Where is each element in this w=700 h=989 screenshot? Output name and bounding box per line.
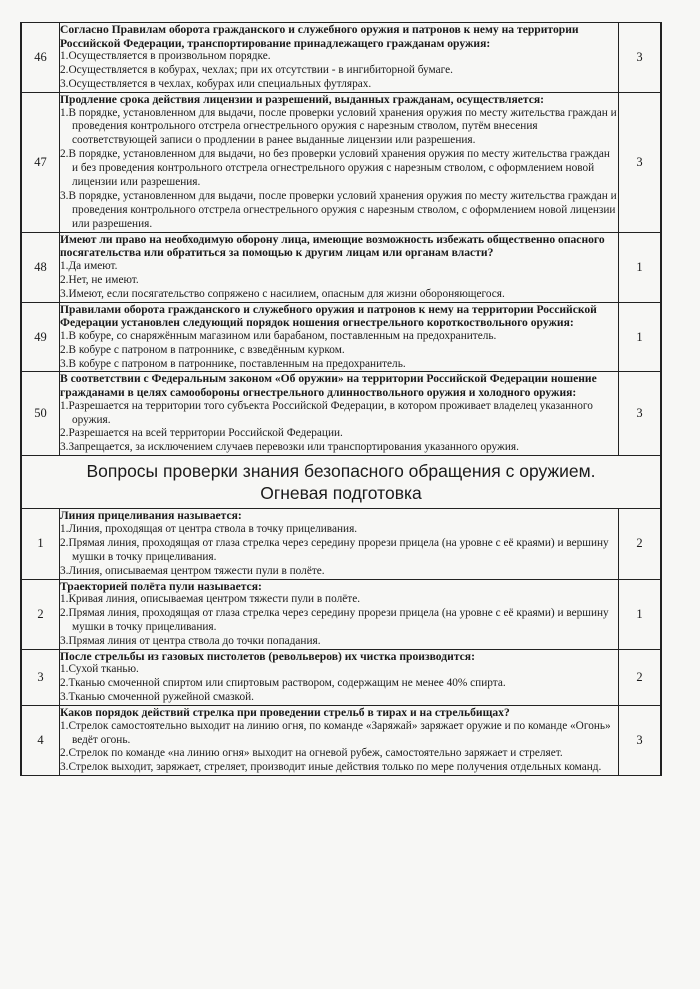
question-text: После стрельбы из газовых пистолетов (револьверов) их чистка производится: (60, 649, 475, 663)
question-text: Каков порядок действий стрелка при проведении стрельб в тирах и на стрельбищах? (60, 706, 510, 720)
question-number: 48 (22, 232, 60, 302)
answer-option: 1.В порядке, установленном для выдачи, после проверки условий хранения оружия по месту жительства граждан и проведения контрольного отстрела огнестрельного оружия с нарезным стволом, путём внесения соответствующей записи о продлении в ранее выданные лицензии или разрешения. (60, 106, 617, 147)
question-row (22, 372, 661, 456)
question-number: 4 (22, 706, 60, 776)
section-title (22, 456, 661, 509)
answer-option: 2.В кобуре с патроном в патроннике, с взведённым курком. (60, 343, 345, 356)
answer-option: 3.Линия, описываемая центром тяжести пули в полёте. (60, 564, 325, 577)
answer-option: 1.Разрешается на территории того субъекта Российской Федерации, в котором проживает владелец указанного оружия. (60, 399, 593, 426)
question-text: Согласно Правилам оборота гражданского и служебного оружия и патронов к нему на территории Российской Федерации, транспортирование принадлежащего гражданам оружия: (60, 23, 579, 50)
answer-option: 3.Осуществляется в чехлах, кобурах или специальных футлярах. (60, 78, 372, 90)
answer-option: 2.Разрешается на всей территории Российской Федерации. (60, 427, 343, 440)
question-text: Правилами оборота гражданского и служебного оружия и патронов к нему на территории Российской Федерации установлен следующий порядок ношения огнестрельного короткоствольного оружия: (60, 302, 597, 330)
answer-option: 3.Имеют, если посягательство сопряжено с насилием, опасным для жизни обороняющегося. (60, 287, 505, 300)
answer-option: 1.В кобуре, со снаряжённым магазином или барабаном, поставленным на предохранитель. (60, 329, 497, 342)
correct-answer: 2 (619, 509, 661, 579)
section-title-line2: Огневая подготовка (260, 483, 422, 504)
answer-option: 3.В кобуре с патроном в патроннике, поставленным на предохранитель. (60, 357, 406, 370)
question-body (60, 372, 619, 456)
question-number: 50 (22, 372, 60, 456)
question-text: Продление срока действия лицензии и разрешений, выданных гражданам, осуществляется: (60, 92, 545, 106)
question-row (22, 579, 661, 649)
correct-answer: 1 (619, 302, 661, 372)
question-number: 49 (22, 302, 60, 372)
question-number: 1 (22, 509, 60, 579)
answer-option: 3.В порядке, установленном для выдачи, после проверки условий хранения оружия по месту жительства граждан и проведения контрольного отстрела огнестрельного оружия с нарезным стволом, с оформлением новой лицензии или разрешения. (60, 189, 617, 230)
correct-answer: 3 (619, 23, 661, 93)
answer-option: 3.Стрелок выходит, заряжает, стреляет, производит иные действия только по мере получения отдельных команд. (60, 761, 602, 774)
question-body (60, 302, 619, 372)
answer-option: 3.Тканью смоченной ружейной смазкой. (60, 691, 254, 704)
answer-option: 3.Запрещается, за исключением случаев перевозки или транспортирования указанного оружия. (60, 441, 519, 454)
questions-table (21, 22, 661, 776)
question-body (60, 92, 619, 232)
question-body (60, 579, 619, 649)
question-row (22, 649, 661, 705)
top-questions (22, 23, 661, 456)
section-header (22, 456, 661, 509)
question-text: Траекторией полёта пули называется: (60, 579, 262, 593)
answer-option: 2.Стрелок по команде «на линию огня» выходит на огневой рубеж, самостоятельно заряжает и стреляет. (60, 747, 563, 760)
answer-option: 1.Осуществляется в произвольном порядке. (60, 50, 271, 63)
question-text: Линия прицеливания называется: (60, 509, 242, 523)
answer-option: 1.Кривая линия, описываемая центром тяжести пули в полёте. (60, 593, 361, 606)
correct-answer: 3 (619, 92, 661, 232)
answer-option: 1.Да имеют. (60, 259, 118, 272)
answer-option: 1.Сухой тканью. (60, 663, 139, 676)
answer-option: 2.Прямая линия, проходящая от глаза стрелка через середину прорези прицела (на уровне с её краями) и вершину мушки в точку прицеливания. (60, 536, 609, 563)
answer-option: 3.Прямая линия от центра ствола до точки попадания. (60, 634, 321, 647)
answer-option: 2.Тканью смоченной спиртом или спиртовым раствором, содержащим не менее 40% спирта. (60, 677, 506, 690)
question-row (22, 706, 661, 776)
answer-option: 2.Нет, не имеют. (60, 273, 139, 286)
correct-answer: 3 (619, 706, 661, 776)
answer-option: 1.Линия, проходящая от центра ствола в точку прицеливания. (60, 522, 358, 535)
question-row (22, 92, 661, 232)
question-body (60, 509, 619, 579)
question-body (60, 232, 619, 302)
question-number: 46 (22, 23, 60, 93)
section-title-line1: Вопросы проверки знания безопасного обращения с оружием. (86, 461, 596, 482)
question-text: Имеют ли право на необходимую оборону лица, имеющие возможность избежать общественно опасного посягательства или обратиться за помощью к другим лицам или органам власти? (60, 232, 605, 260)
correct-answer: 2 (619, 649, 661, 705)
question-number: 47 (22, 92, 60, 232)
bottom-questions (22, 509, 661, 776)
question-row (22, 509, 661, 579)
question-sheet (20, 22, 662, 776)
answer-option: 2.В порядке, установленном для выдачи, но без проверки условий хранения оружия по месту жительства граждан и без проведения контрольного отстрела огнестрельного оружия с нарезным стволом, с оформлением новой лицензии или разрешения. (60, 148, 610, 189)
question-row (22, 232, 661, 302)
question-number: 3 (22, 649, 60, 705)
answer-option: 2.Прямая линия, проходящая от глаза стрелка через середину прорези прицела (на уровне с её краями) и вершину мушки в точку прицеливания. (60, 607, 609, 633)
question-row (22, 23, 661, 93)
question-body (60, 649, 619, 705)
question-number: 2 (22, 579, 60, 649)
answer-option: 1.Стрелок самостоятельно выходит на линию огня, по команде «Заряжай» заряжает оружие и по команде «Огонь» ведёт огонь. (60, 719, 611, 746)
correct-answer: 3 (619, 372, 661, 456)
correct-answer: 1 (619, 579, 661, 649)
question-text: В соответствии с Федеральным законом «Об оружии» на территории Российской Федерации ношение гражданами в целях самообороны огнестрельного длинноствольного оружия и холодного оружия: (60, 372, 597, 400)
question-body (60, 23, 619, 93)
question-row (22, 302, 661, 372)
question-body (60, 706, 619, 776)
correct-answer: 1 (619, 232, 661, 302)
answer-option: 2.Осуществляется в кобурах, чехлах; при их отсутствии - в ингибиторной бумаге. (60, 64, 453, 77)
